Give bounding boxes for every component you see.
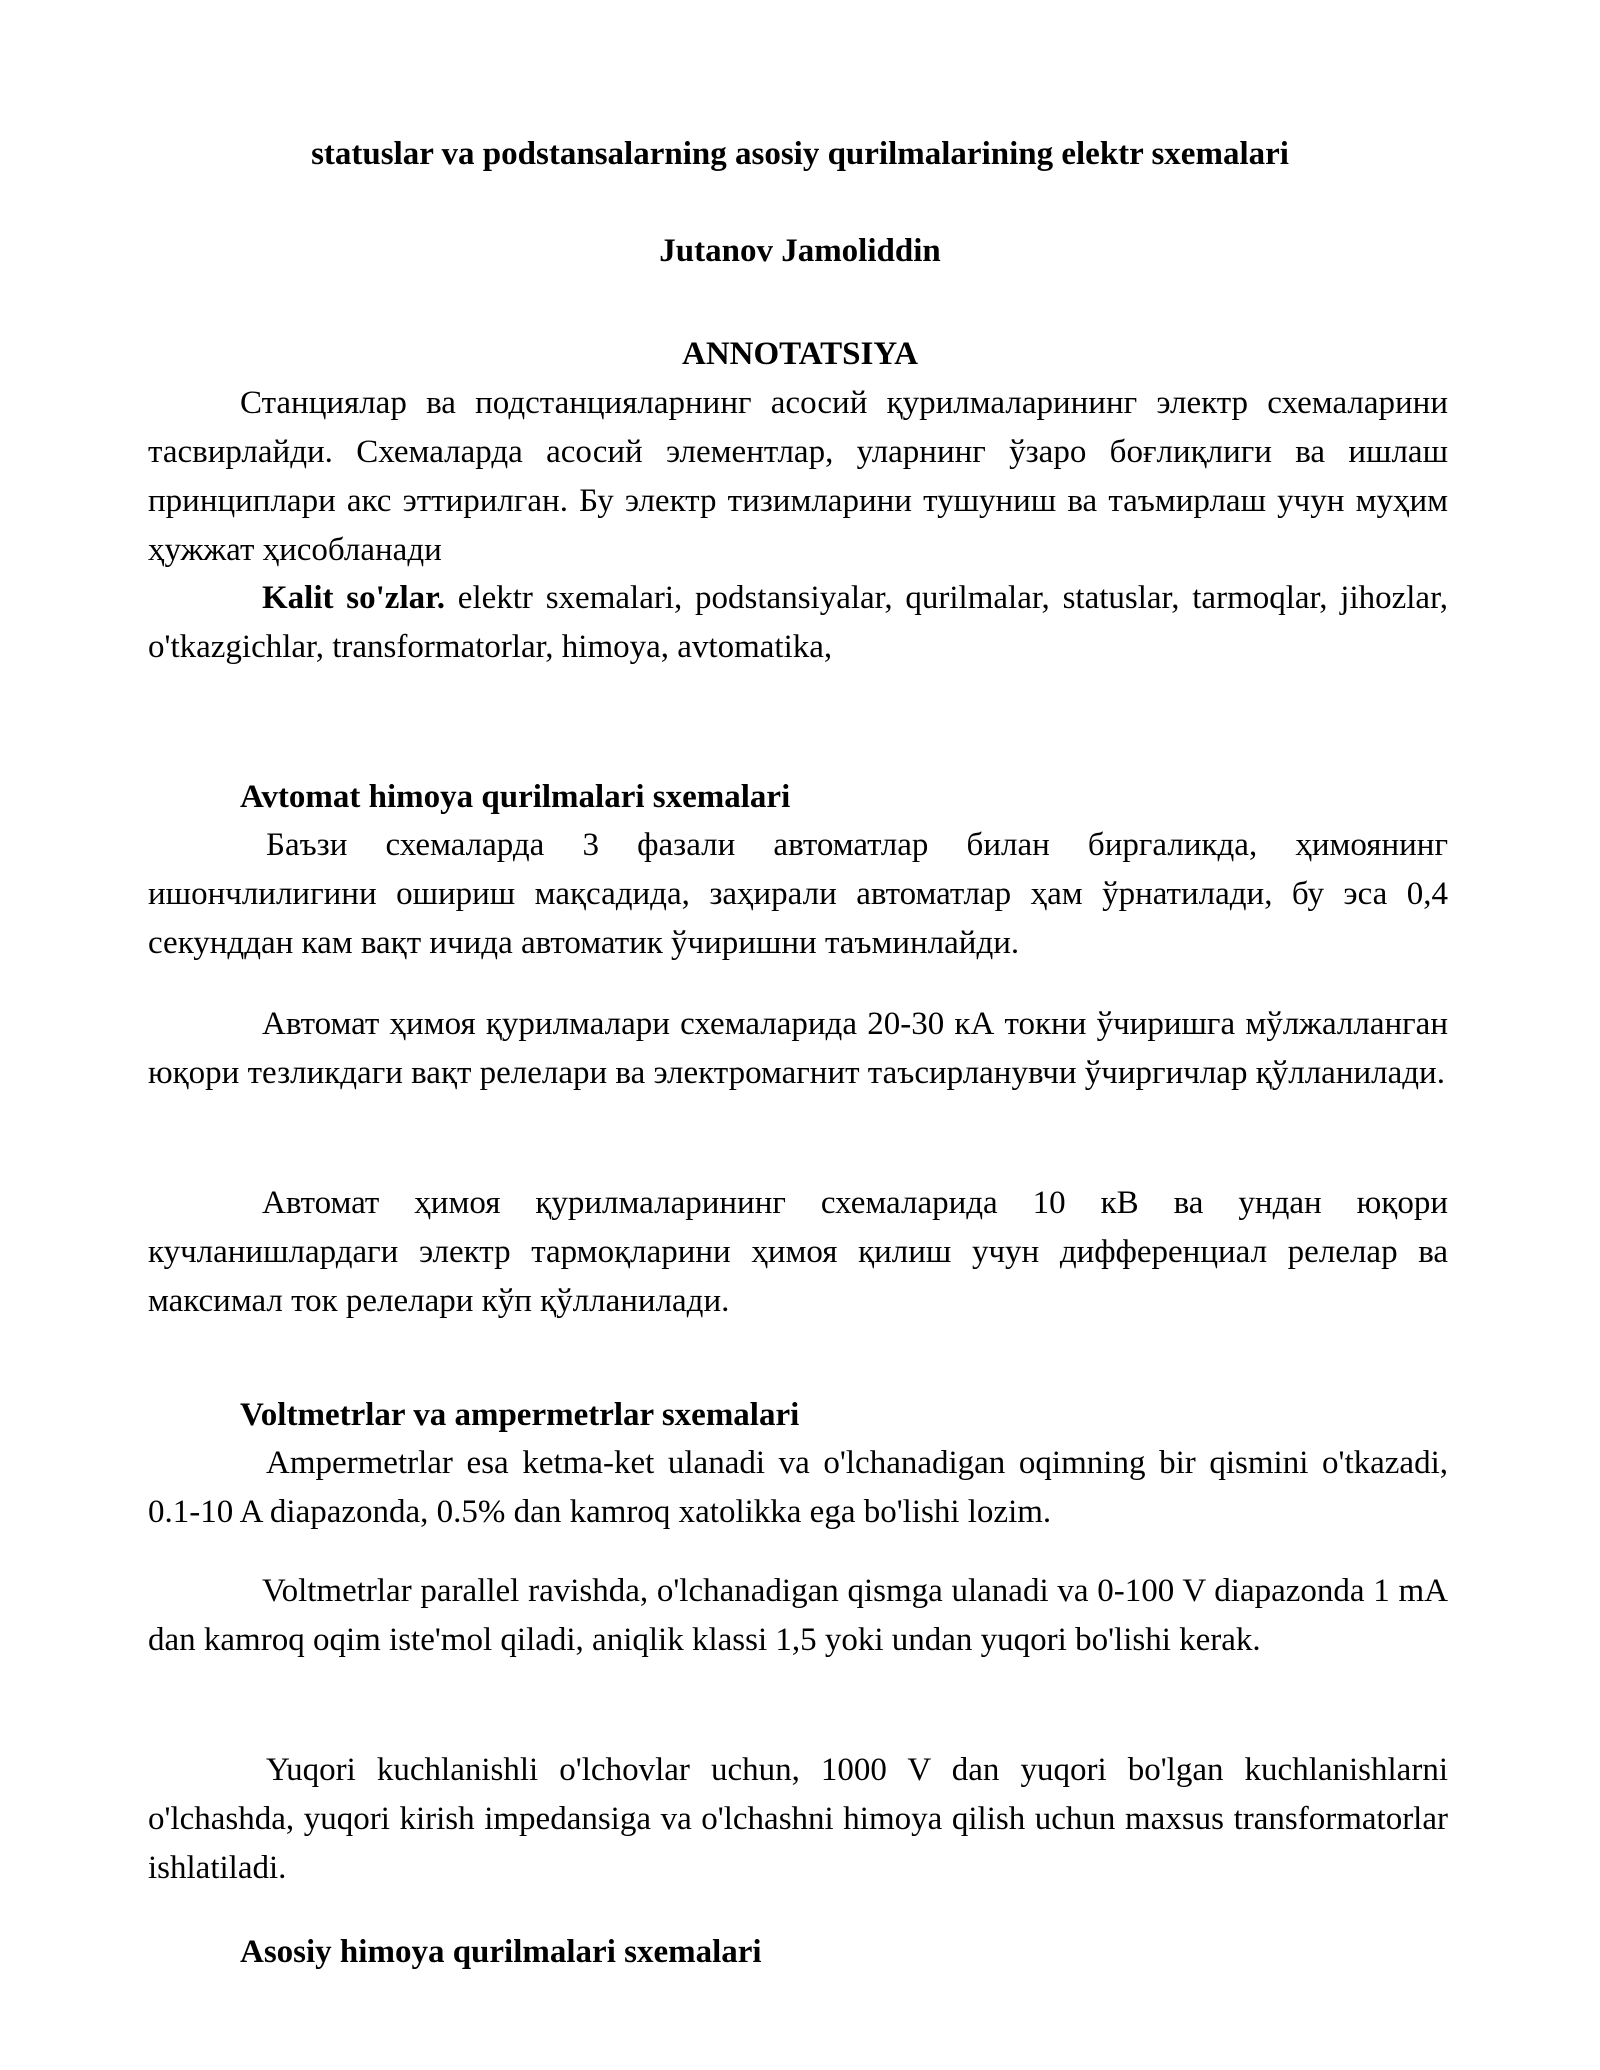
document-title: statuslar va podstansalarning asosiy qurilmalarining elektr sxemalari: [311, 136, 1289, 172]
section-paragraph: Yuqori kuchlanishli o'lchovlar uchun, 1000 V dan yuqori bo'lgan kuchlanishlarni o'lchashda, yuqori kirish impedansiga va o'lchashni himoya qilish uchun maxsus transformatorlar ishlatiladi.: [148, 1752, 1448, 1886]
keywords-text: elektr sxemalari, podstansiyalar, qurilmalar, statuslar, tarmoqlar, jihozlar, o'tkazgichlar, transformatorlar, himoya, avtomatika,: [148, 580, 1448, 665]
section-paragraph: Автомат ҳимоя қурилмаларининг схемаларида 10 кВ ва ундан юқори кучланишлардаги электр тармоқларини ҳимоя қилиш учун дифференциал релелар ва максимал ток релелари кўп қўлланилади.: [148, 1185, 1448, 1319]
section-heading-asosiy: Asosiy himoya qurilmalari sxemalari: [240, 1934, 762, 1970]
keywords-label: Kalit so'zlar.: [262, 580, 445, 616]
section-paragraph: Баъзи схемаларда 3 фазали автоматлар билан биргаликда, ҳимоянинг ишончлилигини ошириш мақсадида, заҳирали автоматлар ҳам ўрнатилади, бу эса 0,4 секунддан кам вақт ичида автоматик ўчиришни таъминлайди.: [148, 827, 1448, 961]
section-heading-voltmetrlar: Voltmetrlar va ampermetrlar sxemalari: [240, 1397, 800, 1433]
section-paragraph: Автомат ҳимоя қурилмалари схемаларида 20-30 кА токни ўчиришга мўлжалланган юқори тезликдаги вақт релелари ва электромагнит таъсирланувчи ўчиргичлар қўлланилади.: [148, 1006, 1448, 1091]
keywords-paragraph: [148, 574, 1448, 672]
section-paragraph: Voltmetrlar parallel ravishda, o'lchanadigan qismga ulanadi va 0-100 V diapazonda 1 mA dan kamroq oqim iste'mol qiladi, aniqlik klassi 1,5 yoki undan yuqori bo'lishi kerak.: [148, 1573, 1448, 1658]
section-heading-avtomat: Avtomat himoya qurilmalari sxemalari: [240, 779, 791, 815]
annotation-heading: ANNOTATSIYA: [682, 336, 918, 372]
author-name: Jutanov Jamoliddin: [659, 233, 941, 269]
section-paragraph: Ampermetrlar esa ketma-ket ulanadi va o'lchanadigan oqimning bir qismini o'tkazadi, 0.1-10 A diapazonda, 0.5% dan kamroq xatolikka ega bo'lishi lozim.: [148, 1445, 1448, 1530]
annotation-paragraph: Станциялар ва подстанцияларнинг асосий қурилмаларининг электр схемаларини тасвирлайди. Схемаларда асосий элементлар, уларнинг ўзаро боғлиқлиги ва ишлаш принциплари акс эттирилган. Бу электр тизимларини тушуниш ва таъмирлаш учун муҳим ҳужжат ҳисобланади: [148, 385, 1448, 568]
